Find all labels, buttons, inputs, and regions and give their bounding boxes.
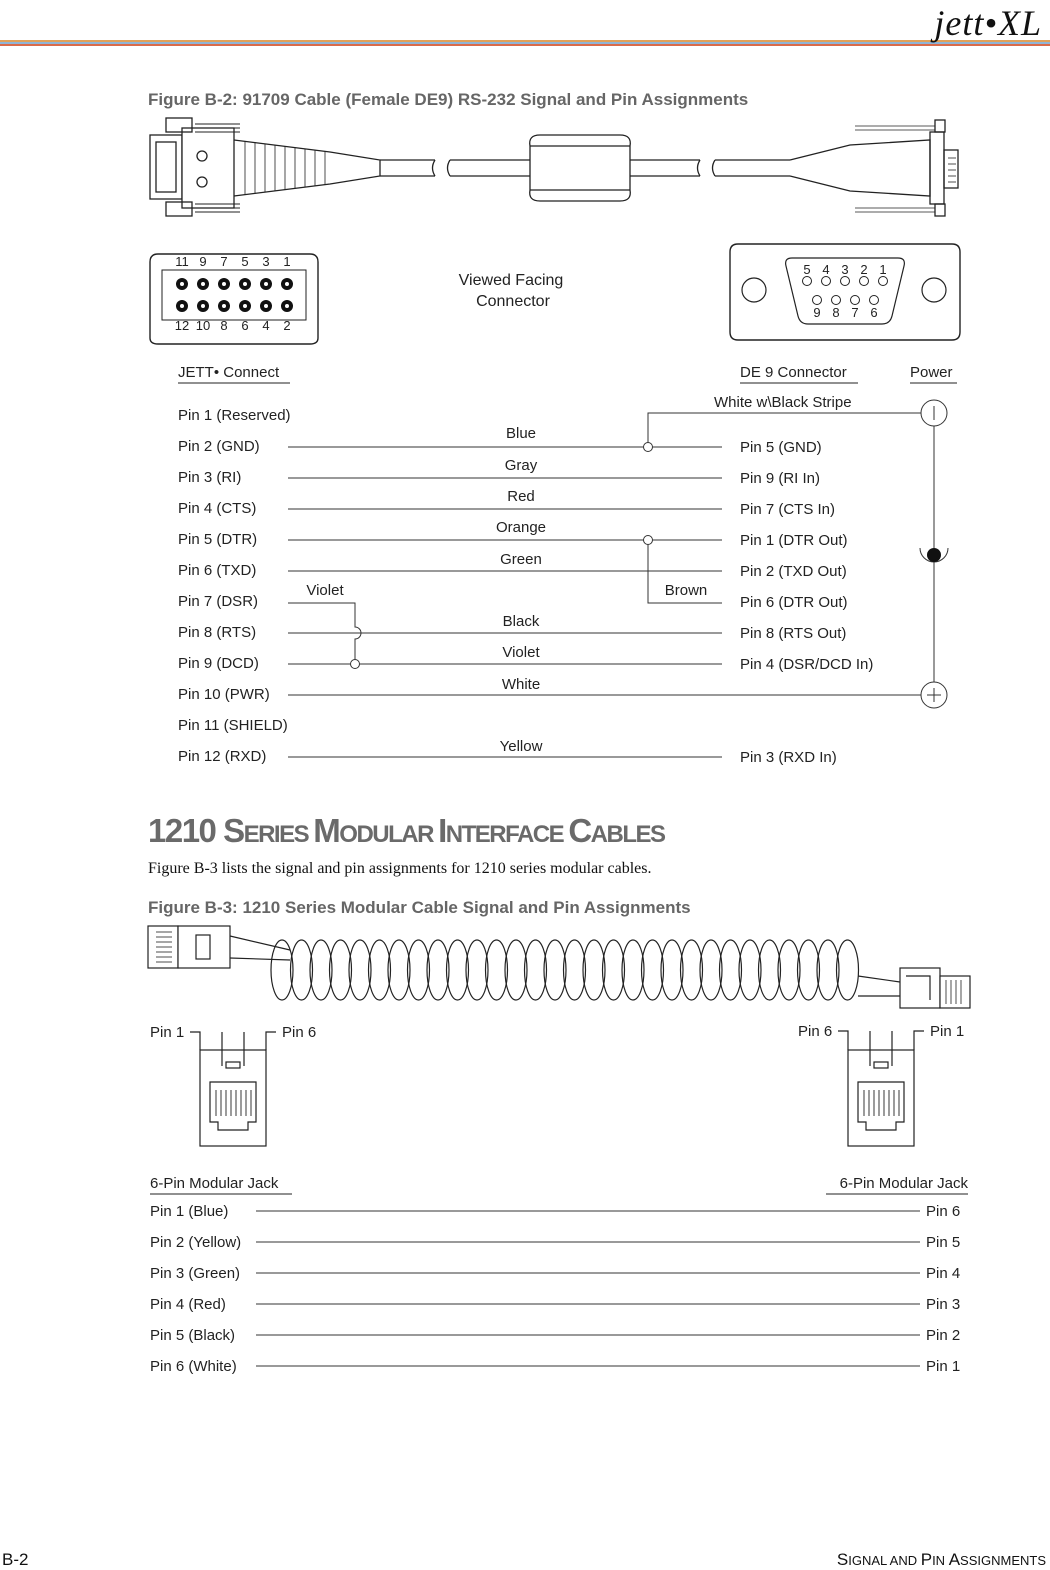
pin-number: 5 <box>241 254 249 269</box>
wire-color-label: Red <box>507 488 535 505</box>
de9-pin-list <box>740 439 873 766</box>
left-jack-pin-label: Pin 1 (Blue) <box>150 1203 229 1220</box>
cable-coil <box>369 940 391 1000</box>
header-stripe <box>0 40 1050 48</box>
pin-number: 11 <box>175 254 189 269</box>
cable-coil <box>427 940 449 1000</box>
wire-color-label: Green <box>500 551 542 568</box>
de9-pin-label: Pin 3 (RXD In) <box>740 749 837 766</box>
cable-coil <box>622 940 644 1000</box>
pin-number: 9 <box>199 254 207 269</box>
cable-coil <box>759 940 781 1000</box>
page-number: B-2 <box>2 1550 29 1569</box>
pin-number: 6 <box>241 318 249 333</box>
pin-number: 1 <box>879 262 887 277</box>
pin-number: 4 <box>262 318 270 333</box>
jett-pin-label: Pin 6 (TXD) <box>178 562 257 579</box>
cable-coil <box>642 940 664 1000</box>
cable-coil <box>603 940 625 1000</box>
jett-pin-label: Pin 8 (RTS) <box>178 624 257 641</box>
cable-coil <box>388 940 410 1000</box>
left-jack-pin-label: Pin 6 (White) <box>150 1358 237 1375</box>
pin-number: 4 <box>822 262 830 277</box>
pin-number: 2 <box>860 262 868 277</box>
title-fragment: ERIES <box>243 821 314 848</box>
de9-connector-header: DE 9 Connector <box>740 364 847 381</box>
cable-coil <box>349 940 371 1000</box>
de9-pin-label: Pin 7 (CTS In) <box>740 501 836 518</box>
title-fragment: M <box>313 812 340 849</box>
title-fragment: C <box>568 812 591 849</box>
cable-coil <box>798 940 820 1000</box>
junction-dot <box>644 443 653 452</box>
left-jack-pin-list <box>150 1203 241 1375</box>
left-jack-pin-label: Pin 5 (Black) <box>150 1327 236 1344</box>
violet-wire-label: Violet <box>306 582 344 599</box>
de9-pin-label: Pin 6 (DTR Out) <box>740 594 848 611</box>
cable-coil <box>505 940 527 1000</box>
jett-pin-label: Pin 3 (RI) <box>178 469 242 486</box>
right-jack-pin-label: Pin 5 <box>926 1234 961 1251</box>
jett-pin-label: Pin 1 (Reserved) <box>178 407 291 424</box>
wire-color-label: Violet <box>502 644 540 661</box>
cable-coil <box>681 940 703 1000</box>
figure-b3-diagram <box>0 920 1050 1390</box>
de9-connector-face <box>730 244 960 340</box>
left-jack-pin1-label: Pin 1 <box>150 1024 185 1041</box>
section-title <box>148 812 665 850</box>
cable-coil <box>720 940 742 1000</box>
jett-connector-face <box>150 254 318 344</box>
de9-pin-label: Pin 5 (GND) <box>740 439 822 456</box>
cable-coil <box>817 940 839 1000</box>
footer-fragment: SSIGNMENTS <box>960 1553 1046 1568</box>
pin-number: 7 <box>851 305 859 320</box>
jett-pin-list <box>178 407 291 765</box>
pin-number: 3 <box>841 262 849 277</box>
b3-wires <box>256 1211 920 1366</box>
wire-color-labels <box>306 425 707 755</box>
viewed-facing-line2: Connector <box>476 293 550 310</box>
cable-illustration <box>150 118 958 216</box>
b2-wires <box>288 413 922 757</box>
pin-number: 10 <box>195 318 211 333</box>
jett-pin-label: Pin 4 (CTS) <box>178 500 257 517</box>
de9-pin-label: Pin 4 (DSR/DCD In) <box>740 656 874 673</box>
stripe-wire-label: White w\Black Stripe <box>714 394 852 411</box>
pin-number: 5 <box>803 262 811 277</box>
brown-wire-label: Brown <box>664 582 708 599</box>
wire-color-label: Gray <box>504 457 538 474</box>
de9-pin-label: Pin 1 (DTR Out) <box>740 532 848 549</box>
right-jack-pin-list <box>926 1203 960 1375</box>
pin-number: 1 <box>283 254 291 269</box>
right-jack-pin1-label: Pin 1 <box>930 1023 965 1040</box>
cable-coil <box>564 940 586 1000</box>
title-fragment: 1210 S <box>148 812 244 849</box>
pin-number: 8 <box>832 305 840 320</box>
power-symbols <box>920 400 948 708</box>
footer-fragment: IN <box>932 1553 949 1568</box>
coiled-cable-illustration <box>148 926 970 1008</box>
wire-color-label: Black <box>502 613 540 630</box>
cable-coil <box>544 940 566 1000</box>
title-fragment: NTERFACE <box>445 821 569 848</box>
brand-logo: jett•XL <box>934 3 1042 43</box>
cable-coil <box>486 940 508 1000</box>
pin-number: 2 <box>283 318 291 333</box>
pin-number: 6 <box>870 305 878 320</box>
right-modular-jack <box>838 1031 924 1146</box>
wire-color-label: Blue <box>505 425 537 442</box>
pin-number: 9 <box>813 305 821 320</box>
cable-coil <box>408 940 430 1000</box>
de9-pin-label: Pin 9 (RI In) <box>740 470 821 487</box>
right-jack-header: 6-Pin Modular Jack <box>839 1175 968 1192</box>
jett-pin-label: Pin 12 (RXD) <box>178 748 267 765</box>
footer-fragment: S <box>836 1550 849 1569</box>
right-jack-pin-label: Pin 1 <box>926 1358 961 1375</box>
de9-pin-label: Pin 8 (RTS Out) <box>740 625 847 642</box>
cable-coil <box>447 940 469 1000</box>
junction-dot <box>644 536 653 545</box>
left-jack-pin-label: Pin 2 (Yellow) <box>150 1234 242 1251</box>
jett-pin-label: Pin 10 (PWR) <box>178 686 270 703</box>
right-jack-pin-label: Pin 4 <box>926 1265 961 1282</box>
cable-coil <box>837 940 859 1000</box>
power-header: Power <box>910 364 953 381</box>
right-jack-pin-label: Pin 2 <box>926 1327 961 1344</box>
jett-pin-label: Pin 2 (GND) <box>178 438 260 455</box>
cable-coil <box>778 940 800 1000</box>
cable-coil <box>291 940 313 1000</box>
figure-b2-diagram <box>0 110 1050 790</box>
cable-coil <box>466 940 488 1000</box>
viewed-facing-line1: Viewed Facing <box>458 272 564 289</box>
jett-pin-label: Pin 11 (SHIELD) <box>178 717 288 734</box>
footer-fragment: A <box>948 1550 961 1569</box>
cable-coil <box>583 940 605 1000</box>
cable-coil <box>271 940 293 1000</box>
right-jack-pin-label: Pin 6 <box>926 1203 961 1220</box>
jett-pin-label: Pin 5 (DTR) <box>178 531 258 548</box>
junction-dot <box>351 660 360 669</box>
section-body: Figure B-3 lists the signal and pin assignments for 1210 series modular cables. <box>148 860 652 877</box>
figure-b3-title: Figure B-3: 1210 Series Modular Cable Signal and Pin Assignments <box>148 898 691 917</box>
pin-number: 7 <box>220 254 228 269</box>
pin-number: 12 <box>174 318 190 333</box>
left-jack-pin6-label: Pin 6 <box>282 1024 317 1041</box>
footer-fragment: IGNAL AND <box>848 1553 921 1568</box>
de9-pin-label: Pin 2 (TXD Out) <box>740 563 847 580</box>
jett-pin-label: Pin 7 (DSR) <box>178 593 259 610</box>
pin-number: 3 <box>262 254 270 269</box>
header-stripe-line <box>0 44 1050 46</box>
wire-color-label: Orange <box>495 519 547 536</box>
cable-coil <box>310 940 332 1000</box>
wire-color-label: White <box>501 676 541 693</box>
jett-connect-header: JETT• Connect <box>178 364 280 381</box>
right-jack-pin6-label: Pin 6 <box>798 1023 833 1040</box>
title-fragment: ABLES <box>590 821 665 848</box>
right-jack-pin-label: Pin 3 <box>926 1296 961 1313</box>
cable-coil <box>525 940 547 1000</box>
footer-section-title <box>837 1550 1046 1570</box>
left-jack-header: 6-Pin Modular Jack <box>150 1175 279 1192</box>
left-jack-pin-label: Pin 4 (Red) <box>150 1296 226 1313</box>
jett-pin-label: Pin 9 (DCD) <box>178 655 259 672</box>
wire-color-label: Yellow <box>499 738 543 755</box>
figure-b2-title: Figure B-2: 91709 Cable (Female DE9) RS-232 Signal and Pin Assignments <box>148 90 749 109</box>
left-modular-jack <box>190 1032 276 1146</box>
pin-number: 8 <box>220 318 228 333</box>
title-fragment: ODULAR <box>339 821 439 848</box>
left-jack-pin-label: Pin 3 (Green) <box>150 1265 241 1282</box>
footer-fragment: P <box>920 1550 933 1569</box>
cable-coil <box>739 940 761 1000</box>
cable-coil <box>700 940 722 1000</box>
cable-coil <box>330 940 352 1000</box>
title-fragment: I <box>438 812 446 849</box>
cable-coil <box>661 940 683 1000</box>
